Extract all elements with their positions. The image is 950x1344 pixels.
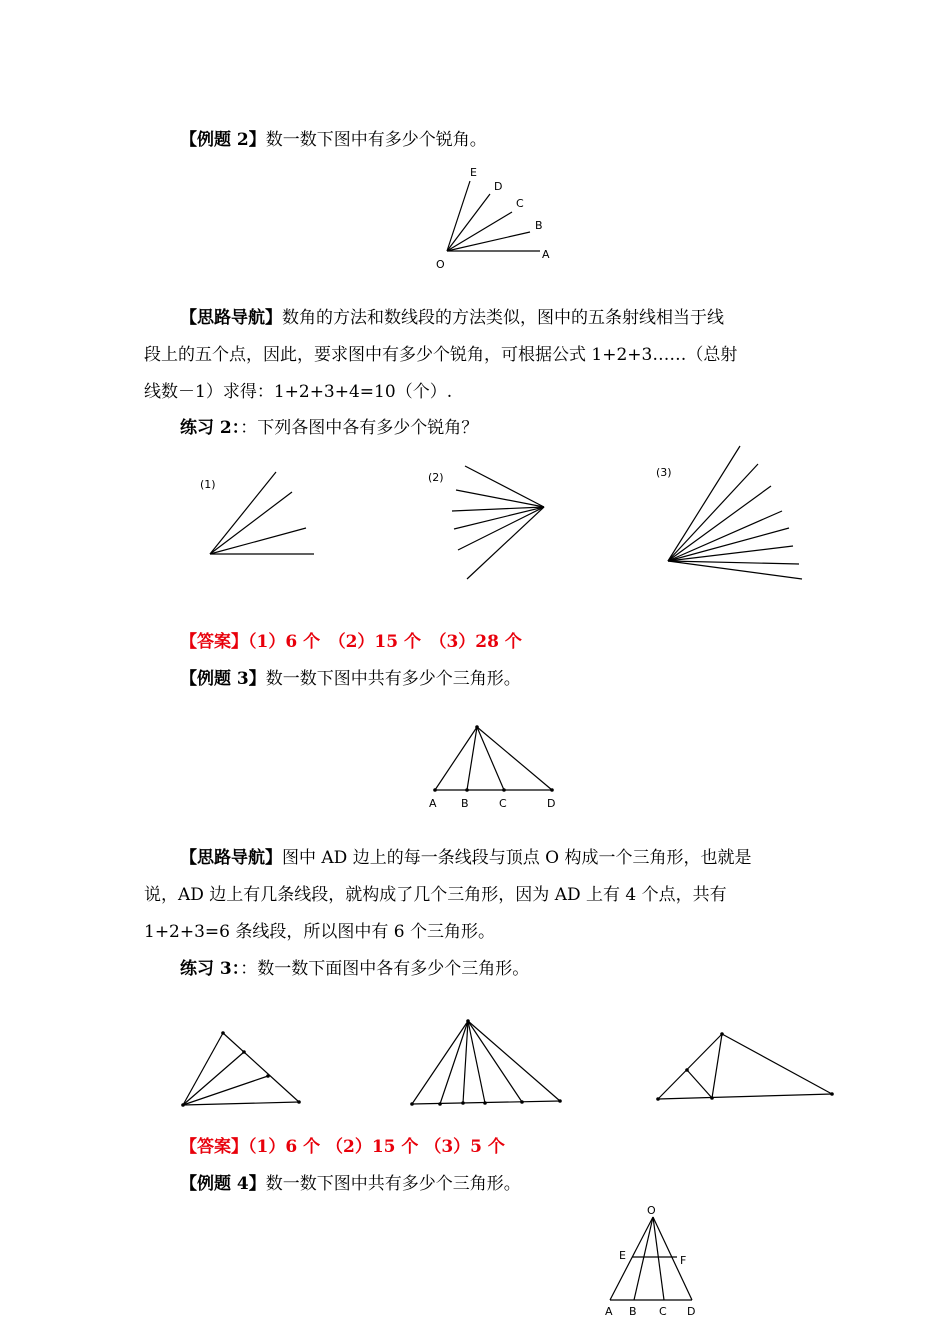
guide2-tag: 【思路导航】	[180, 308, 282, 328]
practice2-tag: 练习 2：	[180, 418, 241, 438]
label-O: O	[436, 258, 445, 271]
label-D: D	[687, 1305, 696, 1318]
fig1-label: (1)	[200, 478, 216, 491]
guide2-line3: 线数－1）求得：1+2+3+4=10（个）.	[144, 382, 453, 402]
guide2-line2: 段上的五个点，因此，要求图中有多少个锐角，可根据公式 1+2+3……（总射	[144, 345, 738, 365]
answer3-text: （1）6 个 （2）15 个 （3）5 个	[248, 1137, 505, 1157]
practice2-text: ：下列各图中各有多少个锐角？	[240, 418, 479, 438]
answer3-tag: 【答案】	[180, 1137, 248, 1157]
label-E: E	[619, 1249, 626, 1262]
example3-text: 数一数下图中共有多少个三角形。	[265, 669, 521, 689]
side-OB	[634, 1217, 653, 1300]
guide3-line1-text: 图中 AD 边上的每一条线段与顶点 O 构成一个三角形，也就是	[282, 848, 752, 868]
label-C: C	[516, 197, 524, 210]
example2-text: 数一数下图中有多少个锐角。	[265, 130, 487, 150]
fig2-label: (2)	[428, 471, 444, 484]
label-B: B	[535, 219, 543, 232]
label-A: A	[429, 797, 437, 810]
fig3-label: (3)	[656, 466, 672, 479]
answer2-text: （1）6 个 （2）15 个 （3）28 个	[248, 632, 522, 652]
example4-text: 数一数下图中共有多少个三角形。	[265, 1174, 521, 1194]
label-O: O	[647, 1204, 656, 1217]
practice3-text: ：数一数下面图中各有多少个三角形。	[240, 959, 530, 979]
label-B: B	[461, 797, 469, 810]
guide3-tag: 【思路导航】	[180, 848, 282, 868]
example4-tag: 【例题 4】	[180, 1174, 266, 1194]
example3-tag: 【例题 3】	[180, 669, 266, 689]
label-E: E	[470, 166, 477, 179]
guide3-line2: 说，AD 边上有几条线段，就构成了几个三角形，因为 AD 上有 4 个点，共有	[144, 885, 727, 905]
label-C: C	[499, 797, 507, 810]
label-D: D	[494, 180, 503, 193]
label-A: A	[605, 1305, 613, 1318]
practice3-tag: 练习 3：	[180, 959, 241, 979]
answer2-tag: 【答案】	[180, 632, 248, 652]
side-OA	[610, 1217, 653, 1300]
guide2-line1-text: 数角的方法和数线段的方法类似，图中的五条射线相当于线	[282, 308, 724, 328]
label-B: B	[629, 1305, 637, 1318]
guide3-line3: 1+2+3=6 条线段，所以图中有 6 个三角形。	[144, 922, 496, 942]
label-F: F	[680, 1254, 687, 1267]
label-D: D	[547, 797, 556, 810]
label-A: A	[542, 248, 550, 261]
label-C: C	[659, 1305, 667, 1318]
example2-tag: 【例题 2】	[180, 130, 266, 150]
